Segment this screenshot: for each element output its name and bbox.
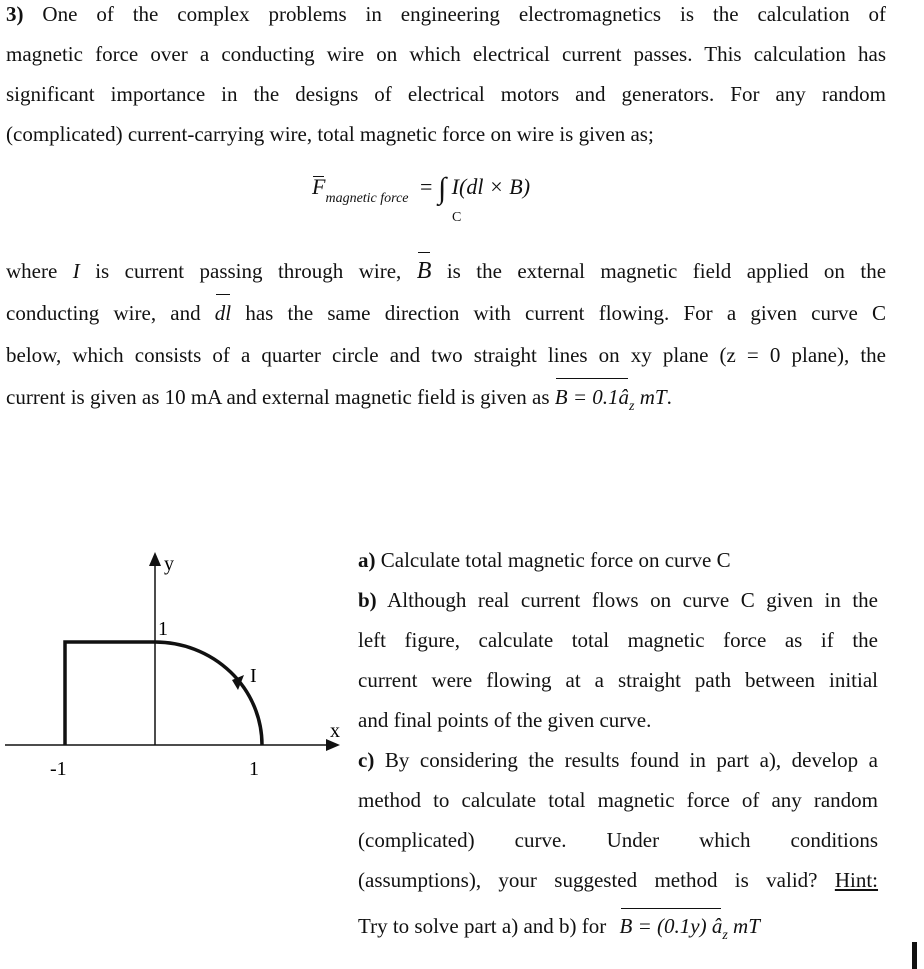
part-a: a) Calculate total magnetic force on curve C [358,548,731,572]
desc-line-1: where I is current passing through wire, B is the external magnetic field applied on the [6,250,886,292]
curve-c [65,642,262,745]
eq-body: I(dl × B) [451,174,531,199]
tick-x-pos: 1 [249,758,259,780]
y-axis-arrow [149,552,161,566]
part-b-line-3: current were flowing at a straight path between initial [358,668,878,692]
eq-equals: = [420,174,433,199]
force-equation [312,168,531,206]
tick-y: 1 [158,618,168,640]
y-axis-label: y [164,553,174,575]
part-c-line-4: (assumptions), your suggested method is valid? Hint: [358,868,879,892]
intro-line-2: magnetic force over a conducting wire on which electrical current passes. This calculation has [6,42,886,66]
edge-mark [912,942,917,969]
intro-line-3: significant importance in the designs of electrical motors and generators. For any random [6,82,886,106]
desc-line-4: current is given as 10 mA and external magnetic field is given as $B = 0.1â_z$ mT. [6,376,886,422]
current-label: I [250,665,257,687]
part-c-line-2: method to calculate total magnetic force of any random [358,788,878,812]
problem-intro [6,0,886,154]
curve-figure [0,540,350,790]
eq-integral-limit: C [452,210,462,225]
desc-line-2: conducting wire, and dl has the same direction with current flowing. For a given curve C [6,292,886,334]
intro-line-1: 3) One of the complex problems in engineering electromagnetics is the calculation of [6,2,887,26]
part-b-line-1: b) Although real current flows on curve C given in the [358,588,879,612]
problem-parts [358,540,878,950]
eq-integral: ∫ [437,172,447,205]
intro-line-4: (complicated) current-carrying wire, total magnetic force on wire is given as; [6,122,654,146]
desc-line-3: below, which consists of a quarter circle and two straight lines on xy plane (z = 0 plane), the [6,343,886,367]
part-c-line-1: c) By considering the results found in part a), develop a [358,748,879,772]
part-b-line-4: and final points of the given curve. [358,708,652,732]
problem-number: 3) [6,2,24,26]
x-axis-label: x [330,720,340,742]
eq-lhs: F [312,174,326,199]
hint-label: Hint: [834,868,879,892]
tick-x-neg: -1 [50,758,67,780]
part-c-line-3: (complicated) curve. Under which conditions [358,828,878,852]
problem-description [6,250,886,422]
part-b-line-2: left figure, calculate total magnetic force as if the [358,628,878,652]
eq-lhs-subscript: magnetic force [325,191,409,206]
part-c-last-line: Try to solve part a) and b) for B = (0.1y) $â_z$ mT [358,906,878,950]
